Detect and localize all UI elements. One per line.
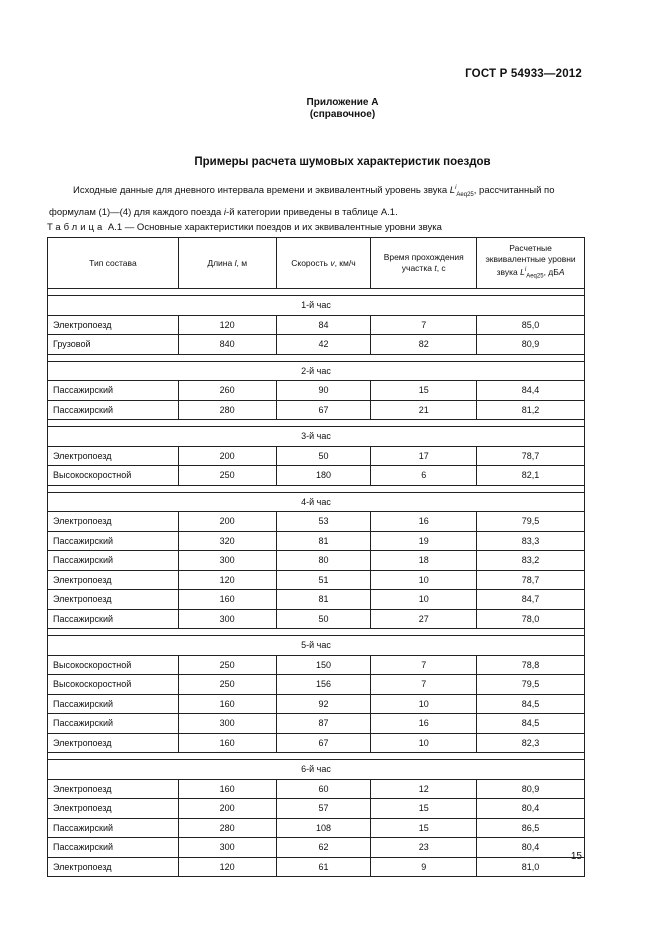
cell-train-type: Высокоскоростной: [48, 466, 179, 486]
table-row: [48, 570, 585, 590]
table-row: [48, 609, 585, 629]
cell-speed: 80: [276, 551, 371, 571]
hour-label: 2-й час: [48, 361, 585, 381]
cell-train-type: Грузовой: [48, 335, 179, 355]
cell-length: 120: [178, 315, 276, 335]
cell-sound-level: 85,0: [477, 315, 585, 335]
cell-speed: 87: [276, 714, 371, 734]
hour-label: 6-й час: [48, 760, 585, 780]
cell-speed: 108: [276, 818, 371, 838]
cell-train-type: Пассажирский: [48, 551, 179, 571]
cell-train-type: Пассажирский: [48, 714, 179, 734]
cell-length: 250: [178, 675, 276, 695]
cell-speed: 180: [276, 466, 371, 486]
intro-symbol: L: [449, 185, 456, 197]
cell-travel-time: 16: [371, 714, 477, 734]
table-row: [48, 466, 585, 486]
cell-length: 300: [178, 714, 276, 734]
table-row: [48, 818, 585, 838]
group-spacer-cell: [48, 485, 585, 492]
cell-length: 280: [178, 818, 276, 838]
cell-speed: 62: [276, 838, 371, 858]
cell-train-type: Пассажирский: [48, 381, 179, 401]
table-body: [48, 289, 585, 877]
appendix-title: Приложение А: [306, 97, 379, 108]
table-row: [48, 512, 585, 532]
hour-label: 3-й час: [48, 427, 585, 447]
cell-train-type: Электропоезд: [48, 590, 179, 610]
cell-speed: 156: [276, 675, 371, 695]
cell-travel-time: 7: [371, 315, 477, 335]
cell-speed: 150: [276, 655, 371, 675]
hour-label: 4-й час: [48, 492, 585, 512]
table-row: [48, 655, 585, 675]
table-row: [48, 531, 585, 551]
cell-sound-level: 82,3: [477, 733, 585, 753]
cell-train-type: Пассажирский: [48, 818, 179, 838]
cell-train-type: Электропоезд: [48, 857, 179, 877]
table-row: [48, 694, 585, 714]
cell-sound-level: 80,4: [477, 799, 585, 819]
cell-length: 320: [178, 531, 276, 551]
cell-speed: 53: [276, 512, 371, 532]
cell-sound-level: 86,5: [477, 818, 585, 838]
group-spacer: [48, 289, 585, 296]
cell-travel-time: 10: [371, 590, 477, 610]
hour-label: 5-й час: [48, 636, 585, 656]
cell-sound-level: 81,2: [477, 400, 585, 420]
cell-speed: 67: [276, 400, 371, 420]
cell-train-type: Пассажирский: [48, 694, 179, 714]
cell-train-type: Электропоезд: [48, 570, 179, 590]
cell-sound-level: 82,1: [477, 466, 585, 486]
intro-symbol-sup: i: [455, 185, 457, 191]
cell-travel-time: 7: [371, 655, 477, 675]
cell-travel-time: 15: [371, 818, 477, 838]
col-header-type: Тип состава: [48, 238, 179, 289]
intro-paragraph: [49, 180, 585, 221]
cell-length: 200: [178, 799, 276, 819]
cell-train-type: Пассажирский: [48, 838, 179, 858]
hour-label: 1-й час: [48, 296, 585, 316]
cell-length: 200: [178, 512, 276, 532]
cell-speed: 57: [276, 799, 371, 819]
cell-travel-time: 9: [371, 857, 477, 877]
cell-travel-time: 16: [371, 512, 477, 532]
cell-travel-time: 21: [371, 400, 477, 420]
table-row: [48, 335, 585, 355]
group-spacer: [48, 420, 585, 427]
cell-travel-time: 23: [371, 838, 477, 858]
cell-travel-time: 19: [371, 531, 477, 551]
group-spacer-cell: [48, 753, 585, 760]
cell-train-type: Пассажирский: [48, 531, 179, 551]
group-spacer: [48, 354, 585, 361]
col-header-speed: Скорость v, км/ч: [276, 238, 371, 289]
cell-length: 280: [178, 400, 276, 420]
cell-length: 300: [178, 551, 276, 571]
document-code: ГОСТ Р 54933—2012: [465, 68, 582, 80]
cell-train-type: Высокоскоростной: [48, 655, 179, 675]
cell-travel-time: 15: [371, 381, 477, 401]
cell-speed: 90: [276, 381, 371, 401]
cell-train-type: Электропоезд: [48, 779, 179, 799]
table-row: [48, 446, 585, 466]
cell-train-type: Электропоезд: [48, 799, 179, 819]
hour-group-row: [48, 361, 585, 381]
table-row: [48, 838, 585, 858]
col-header-level: Расчетные эквивалентные уровни звука $L^i_{Aeq25}$, дБА: [477, 238, 585, 289]
cell-train-type: Электропоезд: [48, 315, 179, 335]
intro-text-3: -й категории приведены в таблице А.1.: [226, 207, 398, 219]
cell-travel-time: 18: [371, 551, 477, 571]
cell-sound-level: 84,5: [477, 694, 585, 714]
table-row: [48, 315, 585, 335]
cell-sound-level: 81,0: [477, 857, 585, 877]
intro-var: i: [223, 207, 227, 219]
cell-length: 160: [178, 779, 276, 799]
cell-sound-level: 80,9: [477, 335, 585, 355]
cell-travel-time: 10: [371, 694, 477, 714]
cell-length: 300: [178, 609, 276, 629]
table-caption: [47, 222, 442, 233]
cell-length: 160: [178, 590, 276, 610]
appendix-label: [0, 97, 661, 121]
cell-train-type: Пассажирский: [48, 609, 179, 629]
group-spacer: [48, 485, 585, 492]
cell-travel-time: 10: [371, 570, 477, 590]
cell-sound-level: 83,3: [477, 531, 585, 551]
cell-travel-time: 12: [371, 779, 477, 799]
cell-train-type: Электропоезд: [48, 733, 179, 753]
cell-train-type: Пассажирский: [48, 400, 179, 420]
train-characteristics-table: [47, 237, 585, 877]
group-spacer-cell: [48, 354, 585, 361]
cell-sound-level: 80,4: [477, 838, 585, 858]
cell-sound-level: 84,7: [477, 590, 585, 610]
table-row: [48, 551, 585, 571]
cell-speed: 51: [276, 570, 371, 590]
cell-travel-time: 15: [371, 799, 477, 819]
cell-sound-level: 80,9: [477, 779, 585, 799]
cell-sound-level: 79,5: [477, 512, 585, 532]
cell-sound-level: 79,5: [477, 675, 585, 695]
group-spacer-cell: [48, 289, 585, 296]
hour-group-row: [48, 760, 585, 780]
group-spacer-cell: [48, 629, 585, 636]
table-row: [48, 857, 585, 877]
cell-travel-time: 7: [371, 675, 477, 695]
intro-symbol-sub: Aeq25: [456, 192, 474, 199]
table-row: [48, 381, 585, 401]
cell-sound-level: 78,7: [477, 570, 585, 590]
cell-length: 120: [178, 857, 276, 877]
cell-length: 160: [178, 733, 276, 753]
cell-length: 260: [178, 381, 276, 401]
group-spacer: [48, 753, 585, 760]
cell-sound-level: 83,2: [477, 551, 585, 571]
cell-speed: 60: [276, 779, 371, 799]
cell-sound-level: 78,8: [477, 655, 585, 675]
table-row: [48, 675, 585, 695]
cell-sound-level: 78,0: [477, 609, 585, 629]
col-header-length: Длина l, м: [178, 238, 276, 289]
group-spacer-cell: [48, 420, 585, 427]
cell-speed: 81: [276, 531, 371, 551]
group-spacer: [48, 629, 585, 636]
appendix-subtitle: (справочное): [309, 109, 376, 120]
cell-travel-time: 27: [371, 609, 477, 629]
cell-length: 200: [178, 446, 276, 466]
table-row: [48, 590, 585, 610]
hour-group-row: [48, 427, 585, 447]
cell-travel-time: 17: [371, 446, 477, 466]
cell-sound-level: 84,5: [477, 714, 585, 734]
table-row: [48, 714, 585, 734]
table-row: [48, 733, 585, 753]
cell-sound-level: 78,7: [477, 446, 585, 466]
cell-speed: 61: [276, 857, 371, 877]
hour-group-row: [48, 296, 585, 316]
cell-train-type: Высокоскоростной: [48, 675, 179, 695]
cell-travel-time: 82: [371, 335, 477, 355]
cell-travel-time: 10: [371, 733, 477, 753]
col-header-time: Время прохождения участка t, с: [371, 238, 477, 289]
hour-group-row: [48, 492, 585, 512]
cell-speed: 50: [276, 609, 371, 629]
table-row: [48, 400, 585, 420]
table-caption-label: Таблица: [47, 222, 106, 233]
cell-speed: 50: [276, 446, 371, 466]
cell-speed: 67: [276, 733, 371, 753]
cell-speed: 92: [276, 694, 371, 714]
cell-length: 120: [178, 570, 276, 590]
intro-text-2: , рассчитанный по формулам (1)—(4) для каждого поезда: [49, 185, 555, 219]
cell-sound-level: 84,4: [477, 381, 585, 401]
hour-group-row: [48, 636, 585, 656]
cell-length: 160: [178, 694, 276, 714]
cell-length: 300: [178, 838, 276, 858]
section-heading: Примеры расчета шумовых характеристик поездов: [194, 156, 491, 168]
table-row: [48, 779, 585, 799]
cell-train-type: Электропоезд: [48, 446, 179, 466]
cell-length: 840: [178, 335, 276, 355]
cell-train-type: Электропоезд: [48, 512, 179, 532]
cell-speed: 84: [276, 315, 371, 335]
table-caption-text: А.1 — Основные характеристики поездов и их эквивалентные уровни звука: [105, 222, 442, 233]
cell-length: 250: [178, 466, 276, 486]
table-row: [48, 799, 585, 819]
cell-speed: 42: [276, 335, 371, 355]
cell-speed: 81: [276, 590, 371, 610]
cell-travel-time: 6: [371, 466, 477, 486]
cell-length: 250: [178, 655, 276, 675]
intro-text-1: Исходные данные для дневного интервала времени и эквивалентный уровень звука: [73, 185, 450, 197]
table-header-row: [48, 238, 585, 289]
page-number: 15: [570, 851, 582, 862]
